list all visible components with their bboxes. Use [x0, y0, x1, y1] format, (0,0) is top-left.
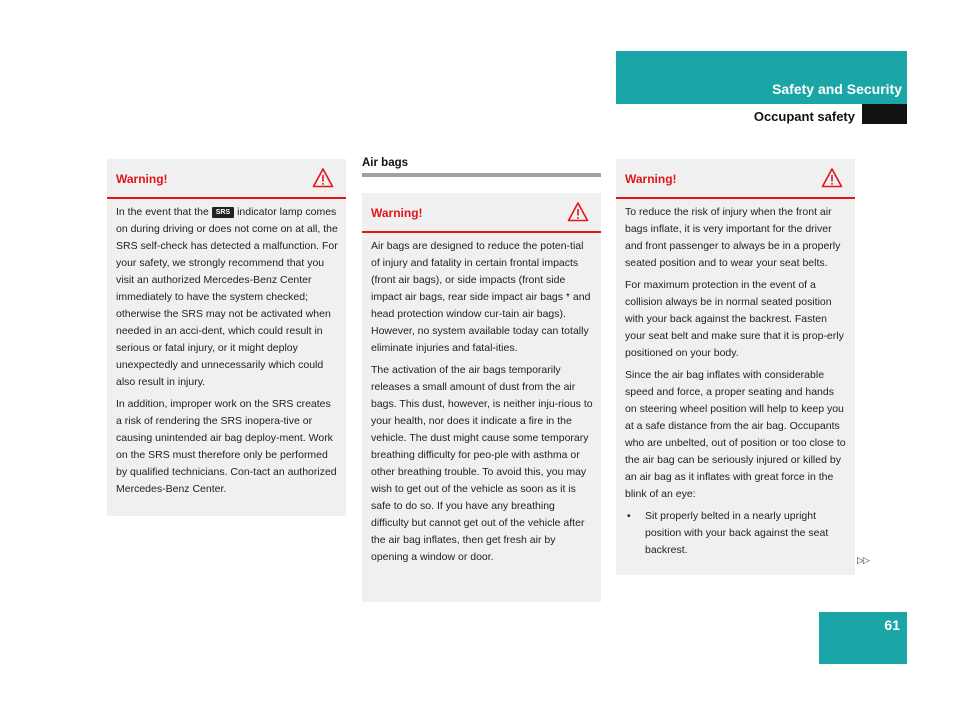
warning-triangle-icon — [567, 201, 589, 223]
page-number: 61 — [884, 617, 900, 633]
paragraph: Air bags are designed to reduce the poten-tial of injury and fatality in certain frontal impacts (front air bags), or side impacts (front side impact air bags, rear side impact air bags * and head protection window cur-tain air bags). However, no system available today can totally eliminate injuries and fatal-ities. — [371, 240, 591, 354]
warning-body — [362, 233, 601, 579]
srs-warning-box — [107, 159, 346, 516]
warning-header — [362, 193, 601, 233]
warning-body — [107, 199, 346, 511]
paragraph: For maximum protection in the event of a collision always be in normal seated position with your back against the backrest. Fasten your seat belt and make sure that it is prop-erly positioned on your body. — [625, 279, 844, 359]
section-title: Safety and Security — [772, 81, 902, 97]
warning-triangle-icon — [821, 167, 843, 189]
paragraph: In addition, improper work on the SRS creates a risk of rendering the SRS inopera-tive or causing unintended air bag deploy-ment. Work on the SRS must therefore only be performed by qualified technicians. Con-tact an authorized Mercedes-Benz Center. — [116, 398, 337, 495]
header-marker — [862, 104, 907, 124]
warning-label: Warning! — [625, 172, 677, 186]
airbags-heading: Air bags — [362, 157, 409, 169]
warning-header — [107, 159, 346, 199]
subsection-title: Occupant safety — [753, 109, 855, 124]
paragraph: To reduce the risk of injury when the front air bags inflate, it is very important for the driver and front passenger to always be in a properly seated position and to wear your seat belts. — [625, 206, 841, 269]
text: indicator lamp comes on during driving or does not come on at all, the SRS self-check has detected a malfunction. For your safety, we strongly recommend that you visit an authorized Mercedes-Benz Center immediately to have the system checked; otherwise the SRS may not be activated when needed in an acci-dent, which could result in serious or fatal injury, or it might deploy unexpectedly and unnecessarily which could also result in injury. — [116, 206, 338, 388]
warning-label: Warning! — [371, 206, 423, 220]
continued-arrow-icon: ▷▷ — [857, 555, 869, 565]
paragraph: The activation of the air bags temporarily releases a small amount of dust from the air bags. This dust, however, is neither inju-rious to your health, nor does it indicate a fire in the vehicle. The dust might cause some temporary breathing difficulty for peo-ple with asthma or other breathing trouble. To avoid this, you may wish to get out of the vehicle as soon as it is safe to do so. If you have any breathing difficulty but cannot get out of the vehicle after the air bag inflates, then get fresh air by opening a window or door. — [371, 364, 593, 563]
seating-warning-box — [616, 159, 855, 575]
text: In the event that the — [116, 206, 209, 218]
heading-rule — [362, 173, 601, 177]
srs-indicator-icon: SRS — [212, 207, 234, 218]
paragraph — [116, 204, 338, 391]
airbag-warning-box — [362, 193, 601, 602]
warning-label: Warning! — [116, 172, 168, 186]
warning-triangle-icon — [312, 167, 334, 189]
warning-body — [616, 199, 855, 572]
paragraph: Since the air bag inflates with considerable speed and force, a proper seating and hands on steering wheel position will help to keep you at a safe distance from the air bag. Occupants who are unbelted, out of position or too close to the air bag can be seriously injured or killed by an air bag as it inflates with great force in the blink of an eye: — [625, 369, 846, 500]
warning-header — [616, 159, 855, 199]
list-item: • Sit properly belted in a nearly upright position with your back against the seat backrest. — [625, 508, 847, 559]
